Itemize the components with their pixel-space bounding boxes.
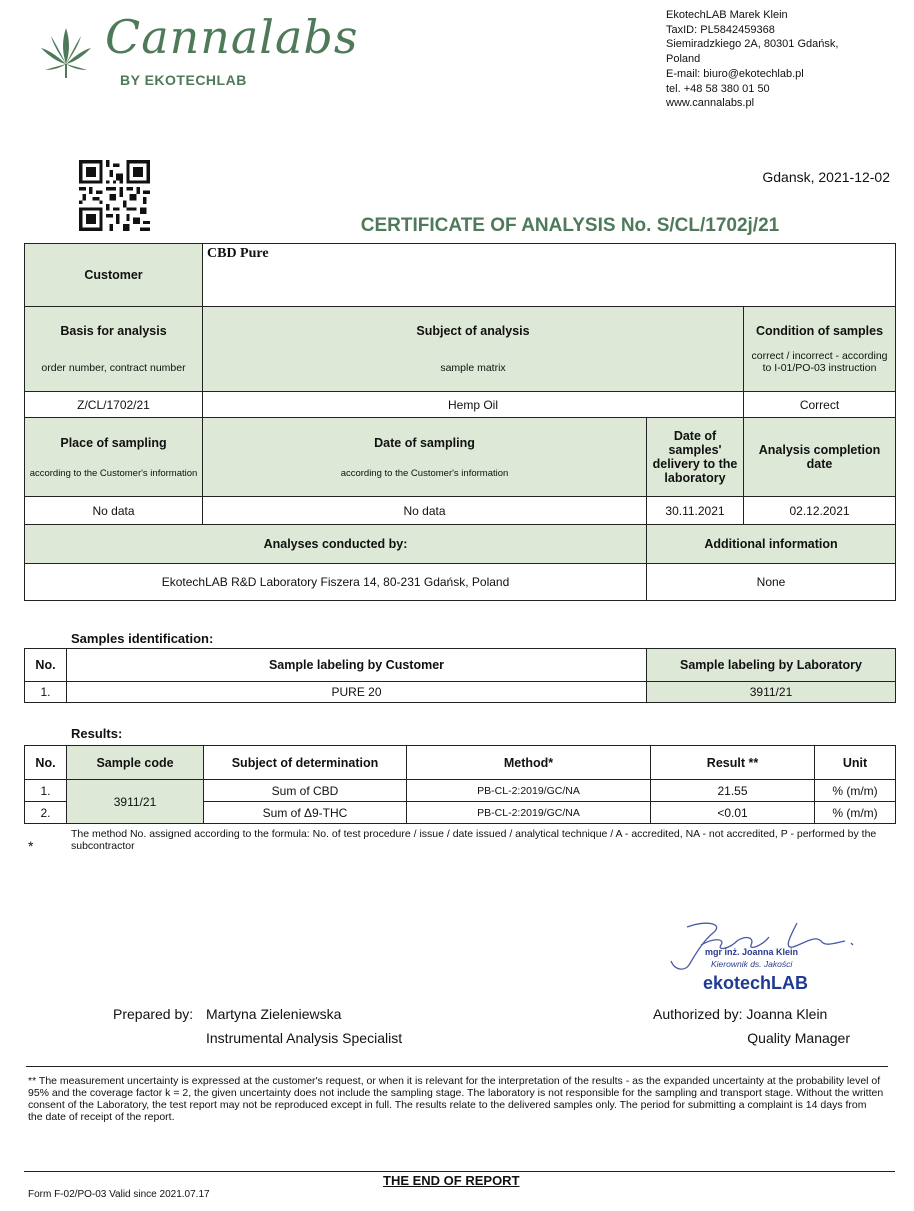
date-sub: according to the Customer's information <box>340 467 509 479</box>
result-method: PB-CL-2:2019/GC/NA <box>407 780 651 802</box>
sample-lab-label: 3911/21 <box>647 682 896 703</box>
signature-stamp <box>665 915 885 1000</box>
samples-col-no: No. <box>25 649 67 682</box>
results-table <box>24 745 896 824</box>
table-row <box>25 682 896 703</box>
date-header <box>203 418 647 497</box>
tax-id: TaxID: PL5842459368 <box>666 23 775 36</box>
basis-value: Z/CL/1702/21 <box>25 392 203 418</box>
prepared-label: Prepared by: <box>113 1006 194 1022</box>
table-row <box>25 780 896 802</box>
results-col-unit: Unit <box>815 746 896 780</box>
logo-subtitle: BY EKOTECHLAB <box>120 72 247 88</box>
certificate-title: CERTIFICATE OF ANALYSIS No. S/CL/1702j/21 <box>360 215 780 236</box>
disclaimer-divider <box>26 1066 888 1067</box>
condition-sub: correct / incorrect - according to I-01/PO-03 instruction <box>751 350 888 374</box>
authorized-by: Authorized by: Joanna Klein <box>653 1006 828 1022</box>
results-col-code: Sample code <box>67 746 204 780</box>
samples-heading: Samples identification: <box>71 631 214 646</box>
conducted-value: EkotechLAB R&D Laboratory Fiszera 14, 80-231 Gdańsk, Poland <box>25 564 647 601</box>
logo-wordmark: Cannalabs <box>105 10 359 64</box>
phone: tel. +48 58 380 01 50 <box>666 82 770 95</box>
result-subject: Sum of Δ9-THC <box>204 802 407 824</box>
place-label: Place of sampling <box>60 435 167 450</box>
samples-table <box>24 648 896 703</box>
address-line: Siemiradzkiego 2A, 80301 Gdańsk, <box>666 38 839 51</box>
place-sub: according to the Customer's information <box>29 467 198 479</box>
results-heading: Results: <box>71 726 123 741</box>
end-divider <box>24 1171 895 1172</box>
basis-sub: order number, contract number <box>41 362 186 374</box>
result-value: 21.55 <box>651 780 815 802</box>
delivery-label: Date of samples' delivery to the laboratory <box>647 418 744 497</box>
result-unit: % (m/m) <box>815 802 896 824</box>
sample-no: 1. <box>25 682 67 703</box>
results-col-result: Result ** <box>651 746 815 780</box>
condition-header <box>744 307 896 392</box>
info-table <box>24 243 896 601</box>
address-country: Poland <box>666 53 701 66</box>
results-col-subject: Subject of determination <box>204 746 407 780</box>
completion-label: Analysis completion date <box>744 418 896 497</box>
place-value: No data <box>25 497 203 525</box>
samples-col-lab: Sample labeling by Laboratory <box>647 649 896 682</box>
delivery-value: 30.11.2021 <box>647 497 744 525</box>
company-name: EkotechLAB Marek Klein <box>666 9 788 21</box>
result-no: 2. <box>25 802 67 824</box>
result-subject: Sum of CBD <box>204 780 407 802</box>
date-value: No data <box>203 497 647 525</box>
additional-info-label: Additional information <box>647 525 896 564</box>
customer-label: Customer <box>25 244 203 307</box>
result-unit: % (m/m) <box>815 780 896 802</box>
stamp-logo: ekotechLAB <box>703 973 809 993</box>
result-method: PB-CL-2:2019/GC/NA <box>407 802 651 824</box>
subject-value: Hemp Oil <box>203 392 744 418</box>
place-date: Gdansk, 2021-12-02 <box>762 169 890 185</box>
results-col-method: Method* <box>407 746 651 780</box>
result-value: <0.01 <box>651 802 815 824</box>
place-header <box>25 418 203 497</box>
basis-header <box>25 307 203 392</box>
authorized-role: Quality Manager <box>747 1030 850 1046</box>
prepared-role: Instrumental Analysis Specialist <box>206 1030 403 1046</box>
form-number: Form F-02/PO-03 Valid since 2021.07.17 <box>28 1189 210 1200</box>
date-label: Date of sampling <box>374 435 475 450</box>
result-sample-code: 3911/21 <box>67 780 204 824</box>
subject-label: Subject of analysis <box>416 324 530 338</box>
website[interactable]: www.cannalabs.pl <box>666 97 755 110</box>
prepared-name: Martyna Zieleniewska <box>206 1006 342 1022</box>
subject-sub: sample matrix <box>440 362 506 374</box>
additional-info-value: None <box>647 564 896 601</box>
samples-col-customer: Sample labeling by Customer <box>67 649 647 682</box>
end-of-report: THE END OF REPORT <box>383 1173 520 1188</box>
email[interactable]: E-mail: biuro@ekotechlab.pl <box>666 67 804 80</box>
conducted-label: Analyses conducted by: <box>25 525 647 564</box>
condition-label: Condition of samples <box>755 324 884 338</box>
subject-header <box>203 307 744 392</box>
customer-value: CBD Pure <box>203 244 896 307</box>
completion-value: 02.12.2021 <box>744 497 896 525</box>
stamp-role: Kierownik ds. Jakości <box>711 959 793 969</box>
results-col-no: No. <box>25 746 67 780</box>
condition-value: Correct <box>744 392 896 418</box>
stamp-name: mgr inż. Joanna Klein <box>705 947 799 957</box>
result-no: 1. <box>25 780 67 802</box>
sample-customer-label: PURE 20 <box>67 682 647 703</box>
disclaimer: ** The measurement uncertainty is expressed at the customer's request, or when it is relevant for the interpretation of the results - as the expanded uncertainty at the probability level of 95% and the coverage factor k = 2, the given uncertainty does not include the sampling stage. The laboratory is not responsible for the sampling and transport stage. Without the written consent of the Laboratory, the test report may not be reproduced except in full. The results relate to the delivered samples only. The period for submitting a complaint is 14 days from the date of receipt of the report. <box>28 1075 884 1123</box>
cannabis-leaf-icon <box>35 20 97 82</box>
contact-block <box>666 8 906 111</box>
method-note: The method No. assigned according to the formula: No. of test procedure / issue / date issued / analytical technique / A - accredited, NA - not accredited, P - performed by the subcontractor <box>71 828 877 852</box>
qr-code-icon <box>79 160 150 231</box>
basis-label: Basis for analysis <box>60 324 167 338</box>
brand-logo <box>30 10 359 94</box>
method-note-mark: * <box>28 838 34 854</box>
